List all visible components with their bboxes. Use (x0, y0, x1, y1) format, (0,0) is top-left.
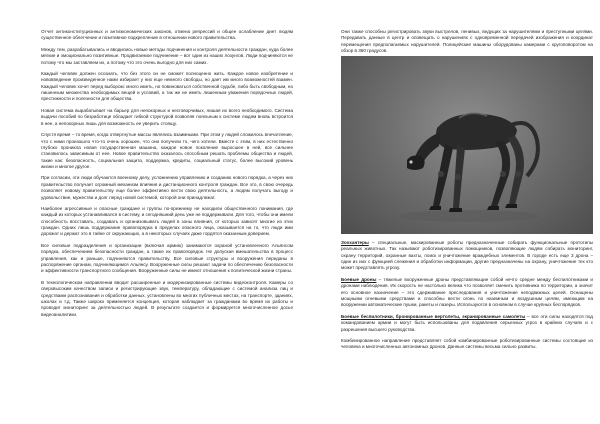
paragraph: Каждый человек должен осознать, что без этого он не сможет полноценно жить. Каждое новое изобретение и нововведение произведенное нами избирает у них еще немного свободы, но дает им много возможностей взамен. Каждый человек хочет перед выбором: много иметь, но повиноваться собственной судьбе, либо быть свободным, но лишенным множества необходимых вещей и условий, а так же не иметь лишенным уважения порядочных людей, престижности и полезности для общества. (41, 71, 293, 102)
section-text: – тяжелые вооруженные дроны представляющие собой нечто средне между беспилотниками и дронами наблюдения. Их скорость не настолько велика что позволяет сменить противника по территории, а значит его основное назначение – это сдерживание преследования и уничтожение неподвижных целей. Оснащены мощными огневыми средствами и способны вести огонь по наземным и воздушным целям, имеющим на вооружении автоматические пушки, ракеты и лазеры. Используются в основном в случае крупных беспорядков. (341, 276, 593, 308)
left-text-column (41, 29, 293, 323)
section-term: Боевые беспилотники, бронированные вертолеты, экранированные самолеты (341, 313, 526, 319)
robot-dog-figure (341, 56, 593, 234)
paragraph: При согласии, эти люди обучаются военному делу, усложнению управлению и созданию нового порядка, а через них правительство получает огромный механизм влияния и дистанционного контроля граждан. Все это, в свою очередь позволяет новому правительству еще более эффективно вести свою деятельность, а людям получать выгоду и удовольствие, мужества и долг перед новой системой, которой они принадлежат. (41, 175, 293, 200)
paragraph: Новая система вырабатывает на барьер для непокорных и несговорчивых, лишая их всего необходимого. Система выдачи пособий по безработице обладает гибкой структурой позволяя лояльным к системе людям вновь встроится в нее, а непокорных лишь для возможность ее уверить стоящу. (41, 108, 293, 126)
paragraph: Все силовые подразделения и организации (включая армию) занимаются охраной установленного Альянсом порядка, обеспечением безопасности граждан, а также их правопорядок. Не допуская вмешательства в процесс управления, как и раньше, подчиняются правительству. Все силовые структуры и вооружения переданы в распоряжение органам, подчиняющимся Альянсу. Вооруженные силы решают задачи по обеспечению безопасности и эффективности транспортного сообщения. Вооруженные силы не имеют отношения к политической жизни страны. (41, 242, 293, 274)
section-text: – специальные, маскированные роботы предназначенные собирать функциональные прототипы реальных животных. Так называют роботизированных помощников, позволяющие людям собирать мониторинг, охрану территорий, охранные вахты, поиск и уничтожение враждебных элементов. В городе есть еще 3 дрона – один из них с функцией слежения и обработки информации, другие предназначены на охрану, уничтожение тех кто может представлять угрозу. (341, 240, 593, 271)
section-term: Зоохантеры (341, 240, 369, 245)
intro-paragraph: Они также способны регистрировать звуки выстрелов, ленивых, ведущих за нарушителями и преступными целями. Передавать данные в центр и оповещать о нарушениях с одновременной передачей изображения и координат перемещения предполагаемых нарушителей. Полицейские машины оборудованы камерами с кругоповоротом на обзор в 360 градусов. (341, 29, 593, 54)
section-term: Боевые дроны (341, 276, 377, 282)
robotic-dog-image (341, 56, 593, 234)
section-paragraph (341, 338, 593, 351)
paragraph: Отчет антиконституционных и антиэкономических законов, отмена репрессий и общее ослабление диет людям существенное облегчение и позитивное подкрепление в отношении нового правительства. (41, 29, 293, 41)
right-text-column (341, 29, 593, 58)
section-text: – все эти силы находятся под командованием армии и могут быть использованы для подавления серьезных угроз в крайних случаях и с разрешения высшего руководства. (341, 313, 593, 332)
section-text: Комбинированное направление представляет собой комбинированные роботизированные системы состоящие из человека и многочисленных автономных дронов. Данные системы весьма сильно развиты. (341, 338, 593, 350)
paragraph: В технологическом направлении вводит расширенные и модернизированные системы видеоконтроля. Камеры со сверхвысоким качеством записи и регистрирующие звук, температуру, обладающие с системой анализа лиц и средствами распознавания и обработки данных, установлены во многих публичных местах, на транспорте, зданиях, школах и т.д. Также широко применяется концепция, которая наблюдает за гражданами во время их работы и проводит мониторинг за деятельностью людей. В результате создается и формируется многочисленное досье видеоаналитики. (41, 279, 293, 317)
section-paragraph (341, 240, 593, 272)
right-text-sections (341, 240, 593, 356)
paragraph: Спустя время – то время, когда отвергнутые массы являлись взаимными. При этом у людей сложилось впечатление, что с ними произошло что-то очень хорошее, что они получили то, чего хотели. Вместе с этим, в них естественно глубоко проникла новая государственная машина, каждое новое поколение выросшее в ней, все сильнее становилось зависимым от нее. Новое правительство оказалось способным решать проблемы общества и людей, такие как: безопасность, социальная защита, поддержка, кредиты, социальный статус, более высокий уровень жизни и многое другое. (41, 132, 293, 169)
paragraph: Между тем, разрабатывались и вводились новые методы подчинения и контроля деятельности граждан, куда более мягкие и эмоционально позитивные. Продвигаемое подчинение – вот один из наших лозунгов. Люди подчиняются не потому что мы заставляем их, а потому что это очень выгодно для них самих. (41, 46, 293, 65)
paragraph: Наиболее агрессивные и опасные граждане и группы по-прежнему не находили общественного понимания, где каждый из которых устанавливался в систему, и сегодняшний день уже не поддерживали. Для того, чтобы они имели способность восставать, создавать и организовывать людей в зоны влияния, от которых зависят многие из этих граждан. Одних лишь поддержание правопорядка в пределах опасного лица, оказывается на то, что люди ими дорожат и держат это в тайне от окружающих, а в некоторых случаях даже гордятся оказанным доверием. (41, 206, 293, 237)
section-paragraph (341, 314, 593, 333)
section-paragraph (341, 277, 593, 309)
